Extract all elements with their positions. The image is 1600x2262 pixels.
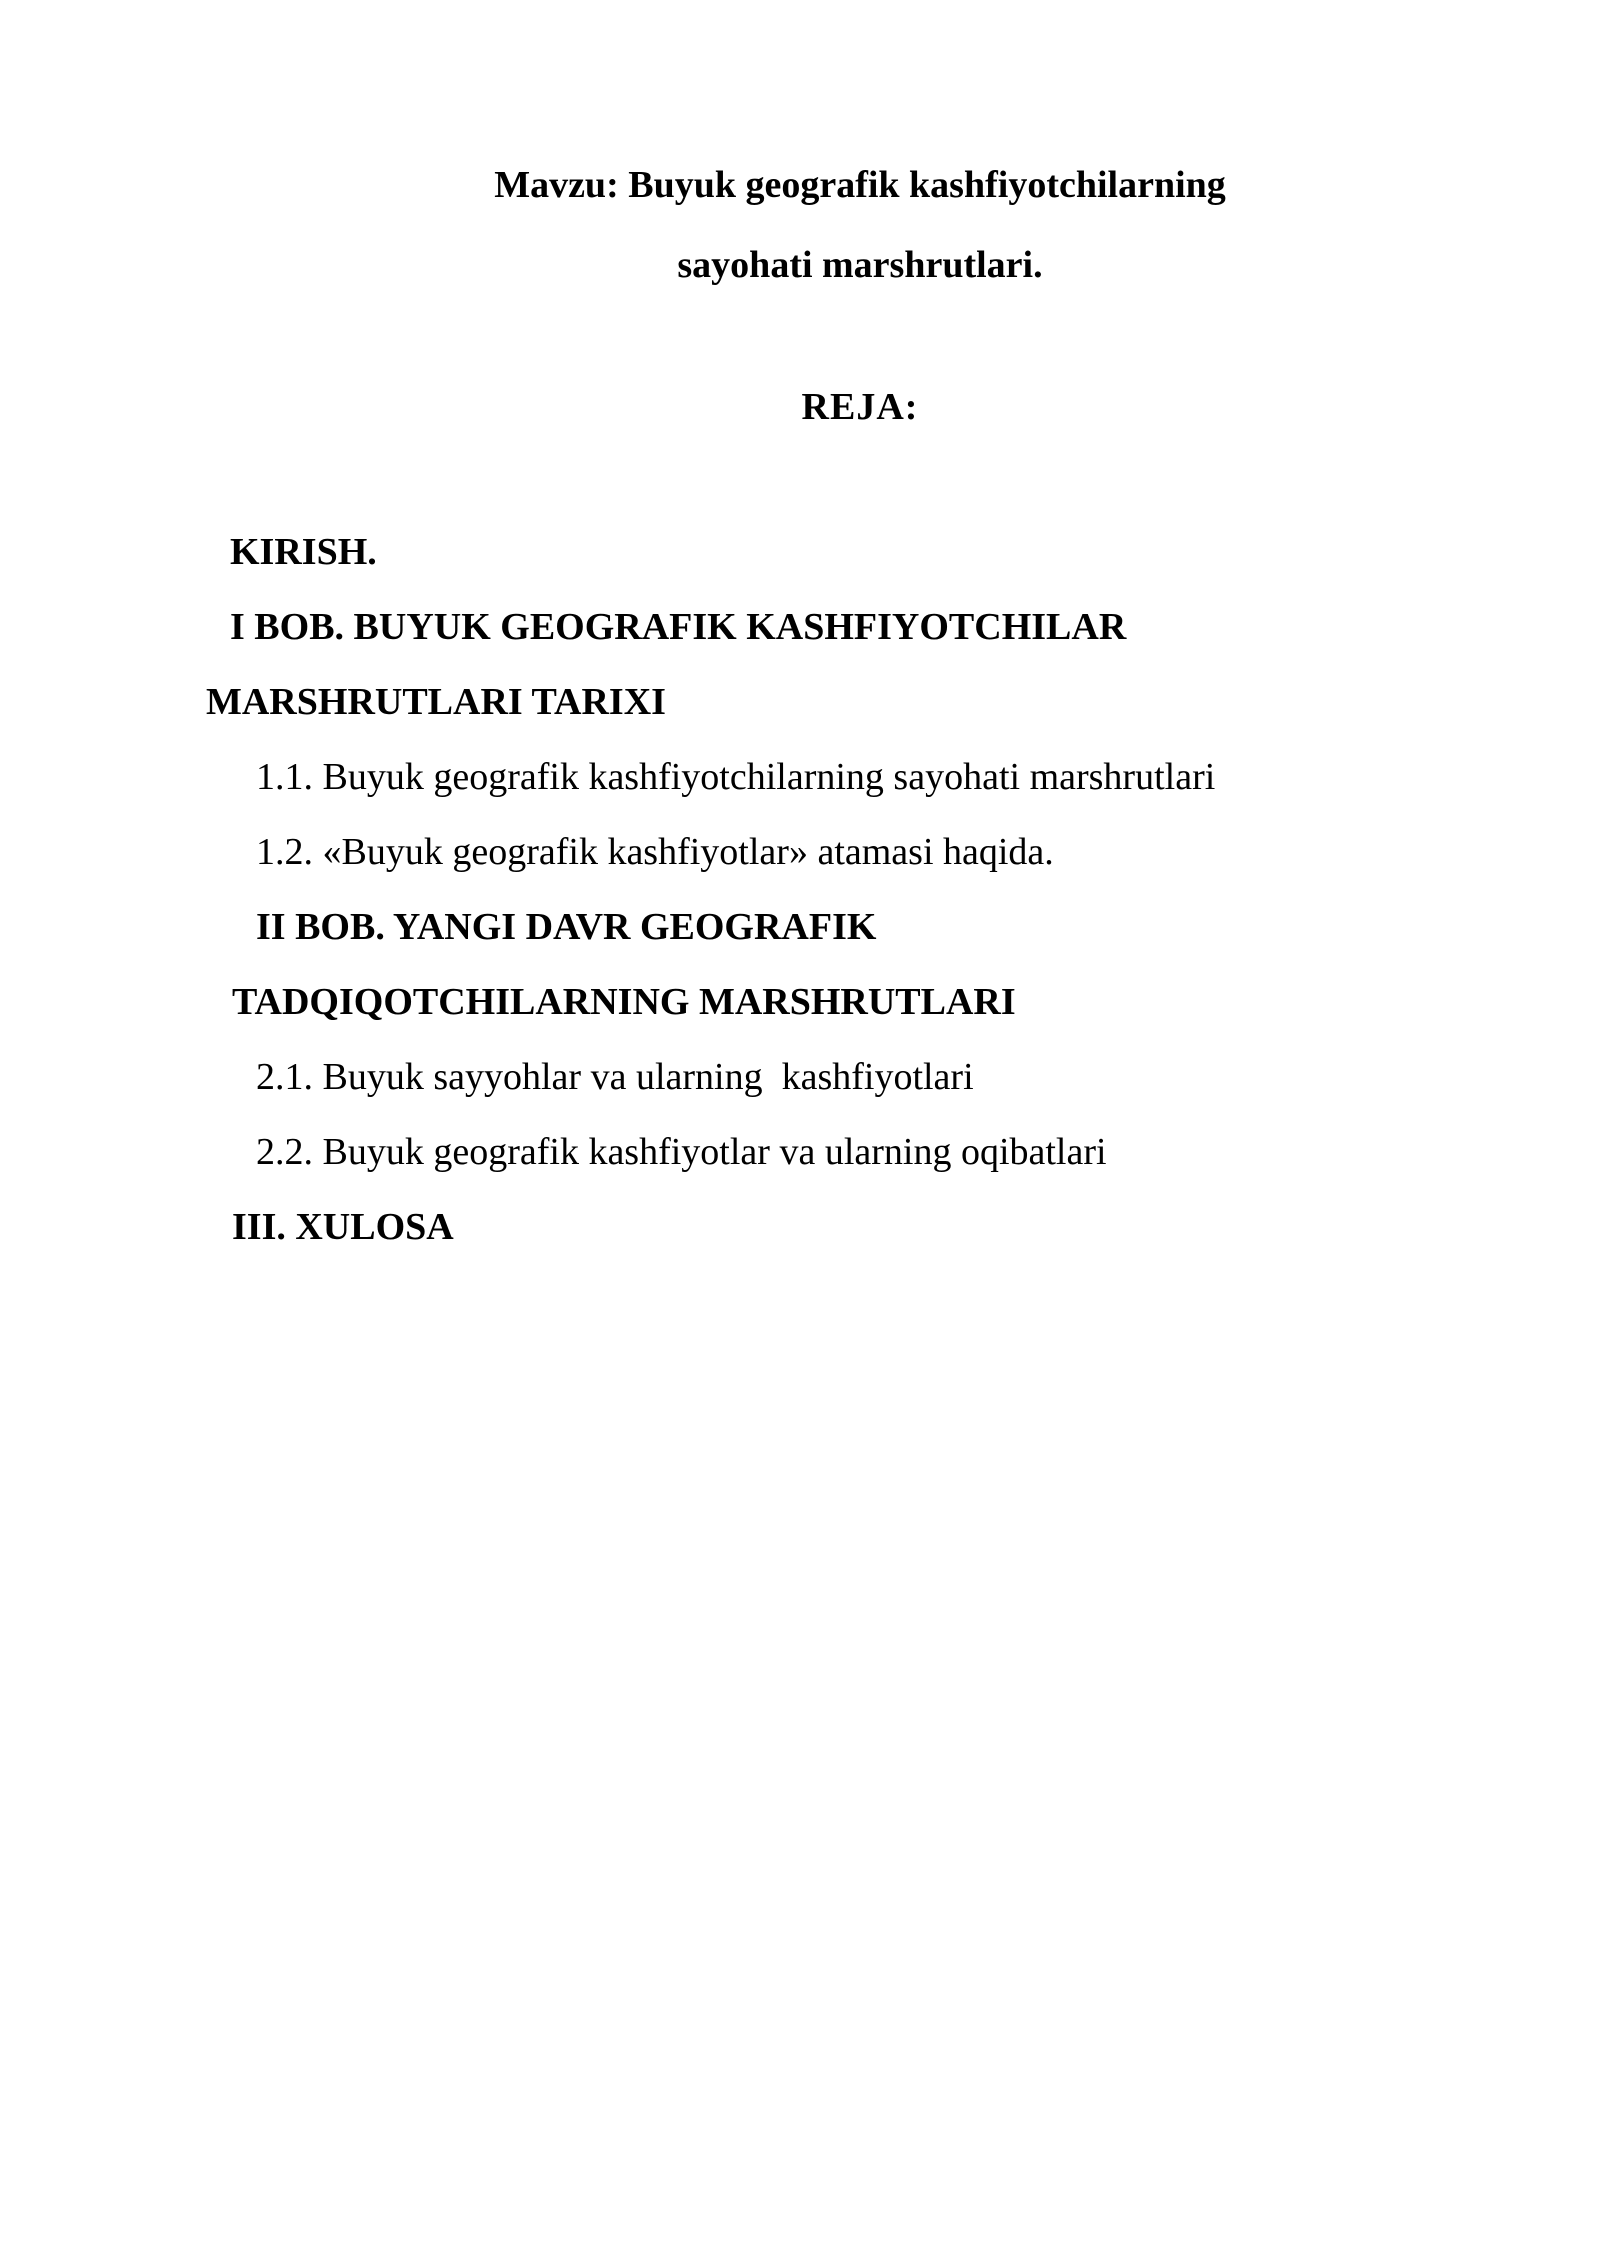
vertical-gap	[206, 445, 1514, 515]
outline-item-chapter2-line2: TADQIQOTCHILARNING MARSHRUTLARI	[232, 981, 1016, 1023]
plan-heading: REJA:	[801, 386, 919, 428]
title-line-1: Mavzu: Buyuk geografik kashfiyotchilarning	[494, 164, 1226, 206]
outline-item-kirish: KIRISH.	[230, 531, 377, 573]
outline-item-1-1: 1.1. Buyuk geografik kashfiyotchilarning sayohati marshrutlari	[256, 756, 1216, 798]
outline-list	[206, 515, 1514, 1265]
title-line-2: sayohati marshrutlari.	[677, 244, 1043, 286]
outline-item-xulosa: III. XULOSA	[232, 1206, 454, 1248]
vertical-gap	[206, 305, 1514, 370]
outline-item-2-1: 2.1. Buyuk sayyohlar va ularning kashfiyotlari	[256, 1056, 974, 1098]
outline-item-chapter2-line1: II BOB. YANGI DAVR GEOGRAFIK	[256, 906, 877, 948]
document-title	[206, 145, 1514, 305]
outline-item-2-2: 2.2. Buyuk geografik kashfiyotlar va ularning oqibatlari	[256, 1131, 1107, 1173]
outline-item-1-2: 1.2. «Buyuk geografik kashfiyotlar» atamasi haqida.	[256, 831, 1054, 873]
outline-item-chapter1-line2: MARSHRUTLARI TARIXI	[206, 681, 666, 723]
outline-item-chapter1-line1: I BOB. BUYUK GEOGRAFIK KASHFIYOTCHILAR	[230, 606, 1127, 648]
